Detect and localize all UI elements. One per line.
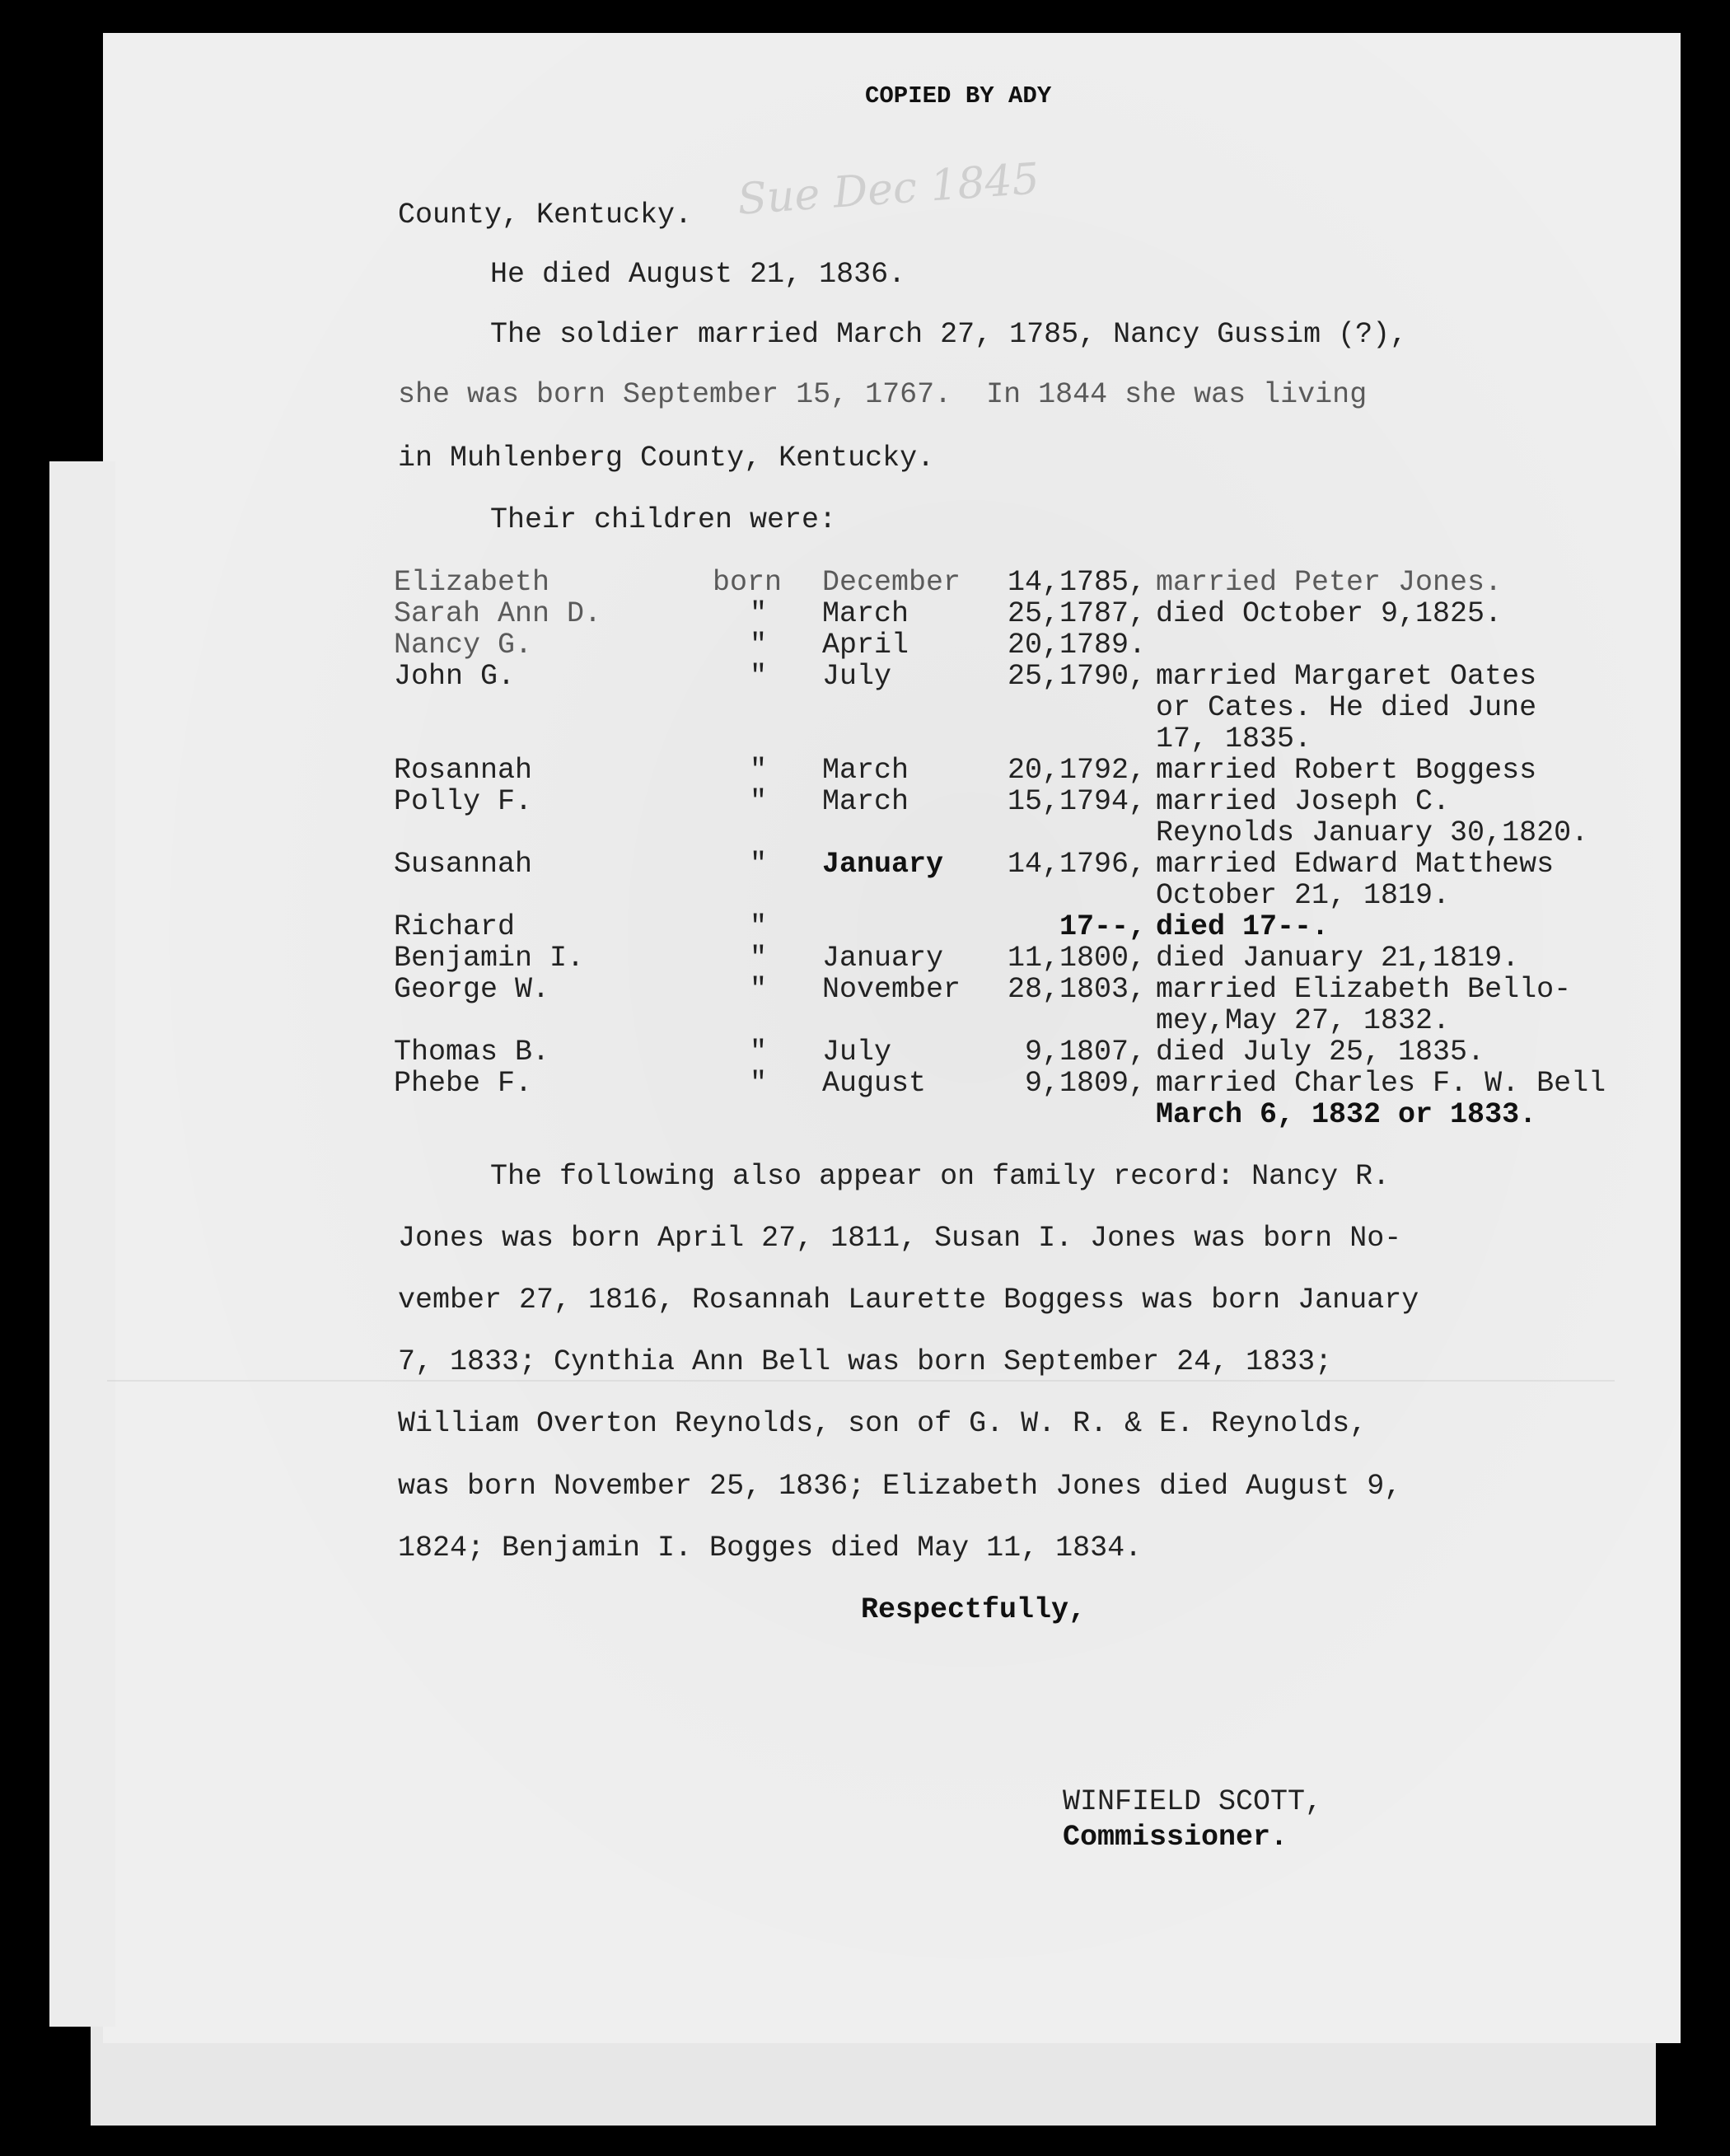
family-record-line: The following also appear on family record: Nancy R. bbox=[490, 1160, 1391, 1193]
child-month: March bbox=[822, 754, 909, 787]
signature-name: WINFIELD SCOTT, bbox=[1063, 1785, 1323, 1818]
child-date: 11,1800, bbox=[1008, 942, 1147, 975]
child-born: " bbox=[750, 848, 768, 881]
child-born: " bbox=[750, 660, 768, 693]
child-name: Sarah Ann D. bbox=[394, 597, 602, 630]
child-month: July bbox=[822, 660, 892, 693]
handwritten-note: Sue Dec 1845 bbox=[736, 154, 1041, 225]
child-name: Benjamin I. bbox=[394, 942, 585, 975]
child-note: March 6, 1832 or 1833. bbox=[1156, 1098, 1537, 1131]
family-record-line: William Overton Reynolds, son of G. W. R. & E. Reynolds, bbox=[398, 1407, 1368, 1440]
child-note: October 21, 1819. bbox=[1156, 879, 1451, 912]
child-born: " bbox=[750, 1067, 768, 1100]
child-name: John G. bbox=[394, 660, 516, 693]
child-date: 20,1792, bbox=[1008, 754, 1147, 787]
child-name: Thomas B. bbox=[394, 1036, 550, 1069]
child-month: March bbox=[822, 785, 909, 818]
child-name: Rosannah bbox=[394, 754, 533, 787]
child-born: " bbox=[750, 754, 768, 787]
child-note: died October 9,1825. bbox=[1156, 597, 1503, 630]
child-note: mey,May 27, 1832. bbox=[1156, 1004, 1451, 1037]
child-date: 9,1809, bbox=[1025, 1067, 1147, 1100]
child-date: 9,1807, bbox=[1025, 1036, 1147, 1069]
closing: Respectfully, bbox=[861, 1593, 1087, 1626]
child-note: married Charles F. W. Bell bbox=[1156, 1067, 1606, 1100]
child-born: " bbox=[750, 942, 768, 975]
child-date: 14,1796, bbox=[1008, 848, 1147, 881]
page-torn-edge bbox=[49, 461, 115, 2027]
family-record-line: 1824; Benjamin I. Bogges died May 11, 1834. bbox=[398, 1532, 1143, 1564]
child-name: George W. bbox=[394, 973, 550, 1006]
family-record-line: was born November 25, 1836; Elizabeth Jones died August 9, bbox=[398, 1470, 1402, 1503]
child-name: Phebe F. bbox=[394, 1067, 533, 1100]
copied-by-header: COPIED BY ADY bbox=[865, 82, 1052, 110]
death-line: He died August 21, 1836. bbox=[490, 258, 906, 291]
child-note: married Edward Matthews bbox=[1156, 848, 1555, 881]
child-born: " bbox=[750, 629, 768, 662]
marriage-line-1: The soldier married March 27, 1785, Nancy Gussim (?), bbox=[490, 318, 1408, 351]
county-line: County, Kentucky. bbox=[398, 199, 693, 232]
child-date: 15,1794, bbox=[1008, 785, 1147, 818]
child-born: " bbox=[750, 973, 768, 1006]
child-month: July bbox=[822, 1036, 892, 1069]
child-month: January bbox=[822, 848, 944, 881]
family-record-line: Jones was born April 27, 1811, Susan I. Jones was born No- bbox=[398, 1222, 1402, 1255]
child-born: " bbox=[750, 785, 768, 818]
child-name: Elizabeth bbox=[394, 566, 550, 599]
child-month: April bbox=[822, 629, 909, 662]
child-note: died January 21,1819. bbox=[1156, 942, 1520, 975]
child-note: died July 25, 1835. bbox=[1156, 1036, 1485, 1069]
family-record-line: vember 27, 1816, Rosannah Laurette Boggess was born January bbox=[398, 1284, 1419, 1317]
child-month: March bbox=[822, 597, 909, 630]
child-month: August bbox=[822, 1067, 927, 1100]
child-note: married Robert Boggess bbox=[1156, 754, 1537, 787]
child-date: 25,1790, bbox=[1008, 660, 1147, 693]
child-date: 25,1787, bbox=[1008, 597, 1147, 630]
child-note: married Elizabeth Bello- bbox=[1156, 973, 1572, 1006]
child-note: Reynolds January 30,1820. bbox=[1156, 816, 1589, 849]
child-note: married Joseph C. bbox=[1156, 785, 1451, 818]
child-date: 20,1789. bbox=[1008, 629, 1147, 662]
marriage-line-3: in Muhlenberg County, Kentucky. bbox=[398, 442, 935, 475]
child-name: Polly F. bbox=[394, 785, 533, 818]
child-name: Richard bbox=[394, 910, 516, 943]
child-note: 17, 1835. bbox=[1156, 723, 1312, 755]
fold-line bbox=[107, 1380, 1615, 1382]
child-month: November bbox=[822, 973, 961, 1006]
child-born: born bbox=[713, 566, 783, 599]
child-note: married Peter Jones. bbox=[1156, 566, 1503, 599]
child-month: January bbox=[822, 942, 944, 975]
children-intro: Their children were: bbox=[490, 503, 837, 536]
family-record-line: 7, 1833; Cynthia Ann Bell was born September 24, 1833; bbox=[398, 1345, 1333, 1378]
child-name: Nancy G. bbox=[394, 629, 533, 662]
child-date: 28,1803, bbox=[1008, 973, 1147, 1006]
child-month: December bbox=[822, 566, 961, 599]
child-note: married Margaret Oates bbox=[1156, 660, 1537, 693]
child-date: 17--, bbox=[1059, 910, 1147, 943]
child-note: died 17--. bbox=[1156, 910, 1330, 943]
signature-title: Commissioner. bbox=[1063, 1821, 1288, 1854]
child-name: Susannah bbox=[394, 848, 533, 881]
marriage-line-2: she was born September 15, 1767. In 1844 she was living bbox=[398, 378, 1368, 411]
child-born: " bbox=[750, 597, 768, 630]
child-note: or Cates. He died June bbox=[1156, 691, 1537, 724]
child-born: " bbox=[750, 910, 768, 943]
child-date: 14,1785, bbox=[1008, 566, 1147, 599]
child-born: " bbox=[750, 1036, 768, 1069]
